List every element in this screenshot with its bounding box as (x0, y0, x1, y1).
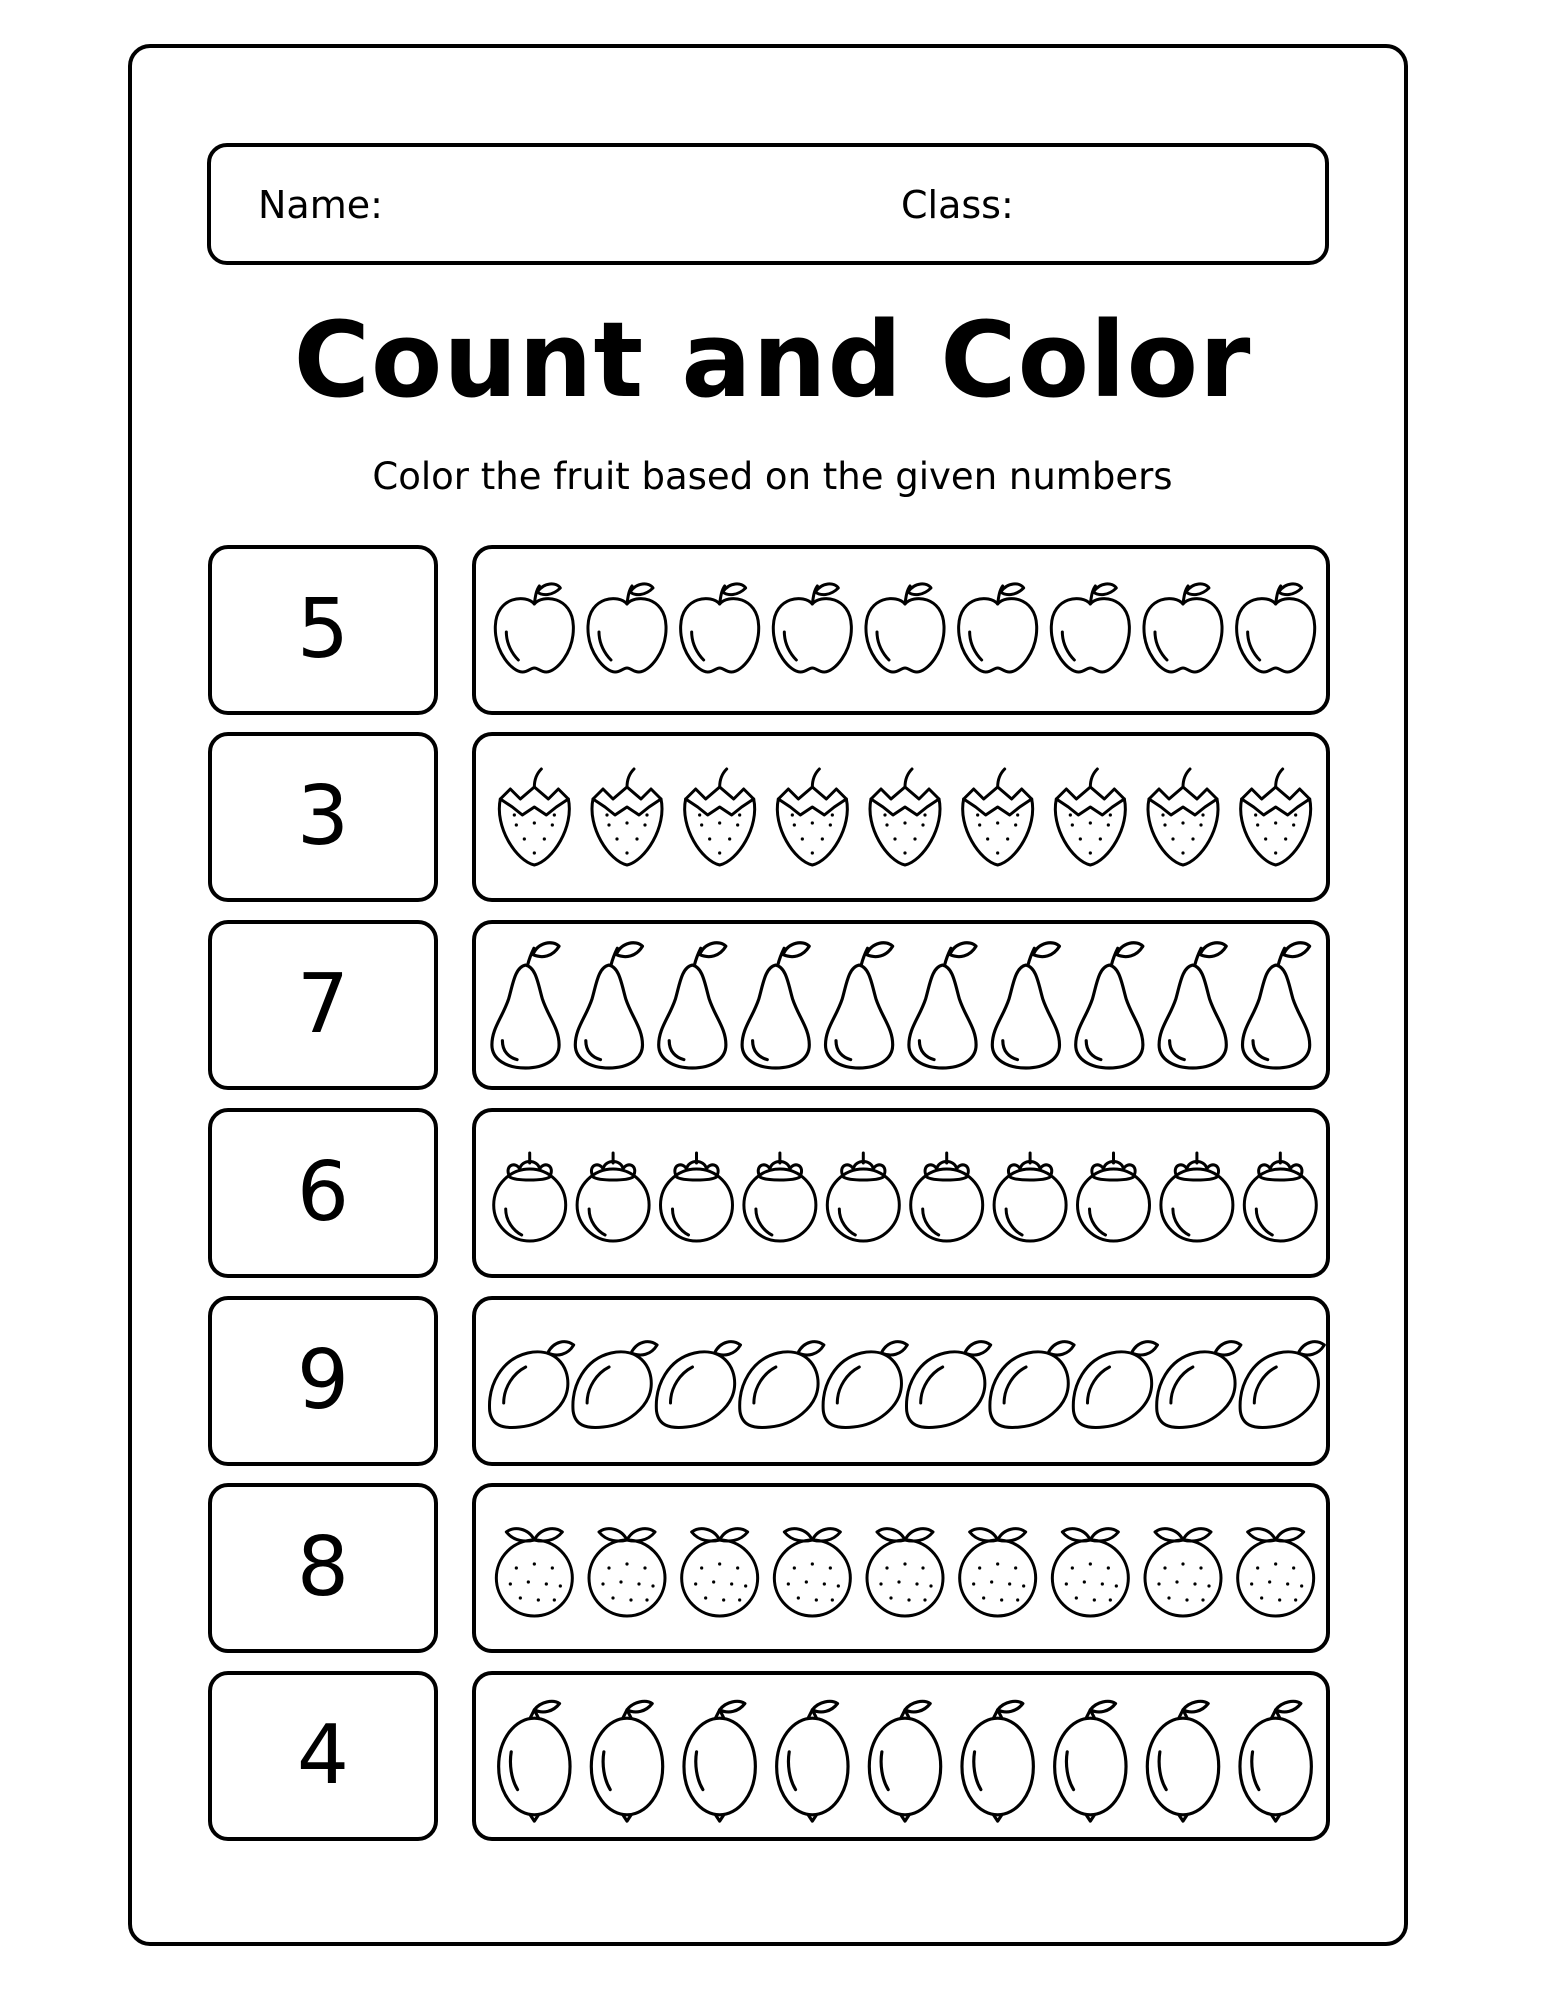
apple-icon (681, 584, 759, 672)
mango-illustrations (476, 1300, 1334, 1470)
mango-icon (823, 1342, 907, 1428)
lemon-icon (869, 1701, 940, 1821)
strawberry-icon (1241, 769, 1311, 865)
mangosteen-icon (1078, 1153, 1150, 1241)
orange-icon (1052, 1529, 1128, 1616)
number-box (208, 1483, 438, 1653)
mango-icon (490, 1342, 574, 1428)
pear-icon (992, 943, 1059, 1068)
orange-icon (774, 1529, 850, 1616)
mangosteen-icon (911, 1153, 983, 1241)
orange-icon (867, 1529, 943, 1616)
pear-row (472, 920, 1330, 1090)
mango-icon (656, 1342, 740, 1428)
mango-icon (990, 1342, 1074, 1428)
pear-icon (909, 943, 976, 1068)
mangosteen-icon (827, 1153, 899, 1241)
pear-icon (1243, 943, 1310, 1068)
orange-icon (1145, 1529, 1221, 1616)
apple-illustrations (476, 549, 1334, 719)
apple-icon (773, 584, 851, 672)
orange-icon (1238, 1529, 1314, 1616)
strawberry-icon (870, 769, 940, 865)
lemon-icon (1240, 1701, 1311, 1821)
apple-icon (1051, 584, 1129, 672)
apple-icon (1144, 584, 1222, 672)
number-label: 5 (296, 582, 350, 677)
lemon-icon (684, 1701, 755, 1821)
mangosteen-icon (1161, 1153, 1233, 1241)
lemon-illustrations (476, 1675, 1334, 1845)
number-label: 4 (296, 1708, 350, 1803)
pear-icon (575, 943, 642, 1068)
lemon-icon (1055, 1701, 1126, 1821)
apple-icon (1237, 584, 1315, 672)
strawberry-row (472, 732, 1330, 902)
number-box (208, 1296, 438, 1466)
class-label: Class: (901, 183, 1014, 227)
pear-icon (492, 943, 559, 1068)
pear-icon (659, 943, 726, 1068)
name-label: Name: (258, 183, 383, 227)
mangosteen-illustrations (476, 1112, 1334, 1282)
mango-icon (1240, 1342, 1324, 1428)
name-class-box (207, 143, 1329, 265)
apple-row (472, 545, 1330, 715)
strawberry-icon (777, 769, 847, 865)
lemon-icon (1147, 1701, 1218, 1821)
number-label: 8 (296, 1520, 350, 1615)
apple-icon (495, 584, 573, 672)
apple-icon (959, 584, 1037, 672)
mangosteen-row (472, 1108, 1330, 1278)
strawberry-icon (1055, 769, 1125, 865)
pear-icon (1076, 943, 1143, 1068)
mangosteen-icon (494, 1153, 566, 1241)
mango-icon (1157, 1342, 1241, 1428)
mango-icon (907, 1342, 991, 1428)
mango-icon (740, 1342, 824, 1428)
lemon-icon (499, 1701, 570, 1821)
orange-row (472, 1483, 1330, 1653)
orange-icon (496, 1529, 572, 1616)
number-label: 3 (296, 769, 350, 864)
mango-icon (1073, 1342, 1157, 1428)
number-label: 7 (296, 957, 350, 1052)
orange-icon (589, 1529, 665, 1616)
page-title: Count and Color (293, 299, 1252, 421)
number-box (208, 732, 438, 902)
strawberry-icon (963, 769, 1033, 865)
apple-icon (588, 584, 666, 672)
strawberry-icon (499, 769, 569, 865)
mangosteen-icon (744, 1153, 816, 1241)
orange-icon (682, 1529, 758, 1616)
number-label: 6 (296, 1145, 350, 1240)
mangosteen-icon (661, 1153, 733, 1241)
number-box (208, 920, 438, 1090)
lemon-row (472, 1671, 1330, 1841)
apple-icon (866, 584, 944, 672)
instructions: Color the fruit based on the given numbers (372, 455, 1173, 498)
orange-icon (960, 1529, 1036, 1616)
lemon-icon (962, 1701, 1033, 1821)
pear-icon (1159, 943, 1226, 1068)
pear-icon (742, 943, 809, 1068)
strawberry-illustrations (476, 736, 1334, 906)
number-box (208, 545, 438, 715)
mango-icon (573, 1342, 657, 1428)
mangosteen-icon (1244, 1153, 1316, 1241)
strawberry-icon (685, 769, 755, 865)
number-label: 9 (296, 1333, 350, 1428)
lemon-icon (777, 1701, 848, 1821)
mangosteen-icon (994, 1153, 1066, 1241)
orange-illustrations (476, 1487, 1334, 1657)
lemon-icon (591, 1701, 662, 1821)
mangosteen-icon (577, 1153, 649, 1241)
number-box (208, 1108, 438, 1278)
strawberry-icon (1148, 769, 1218, 865)
mango-row (472, 1296, 1330, 1466)
number-box (208, 1671, 438, 1841)
pear-icon (826, 943, 893, 1068)
strawberry-icon (592, 769, 662, 865)
pear-illustrations (476, 924, 1334, 1094)
